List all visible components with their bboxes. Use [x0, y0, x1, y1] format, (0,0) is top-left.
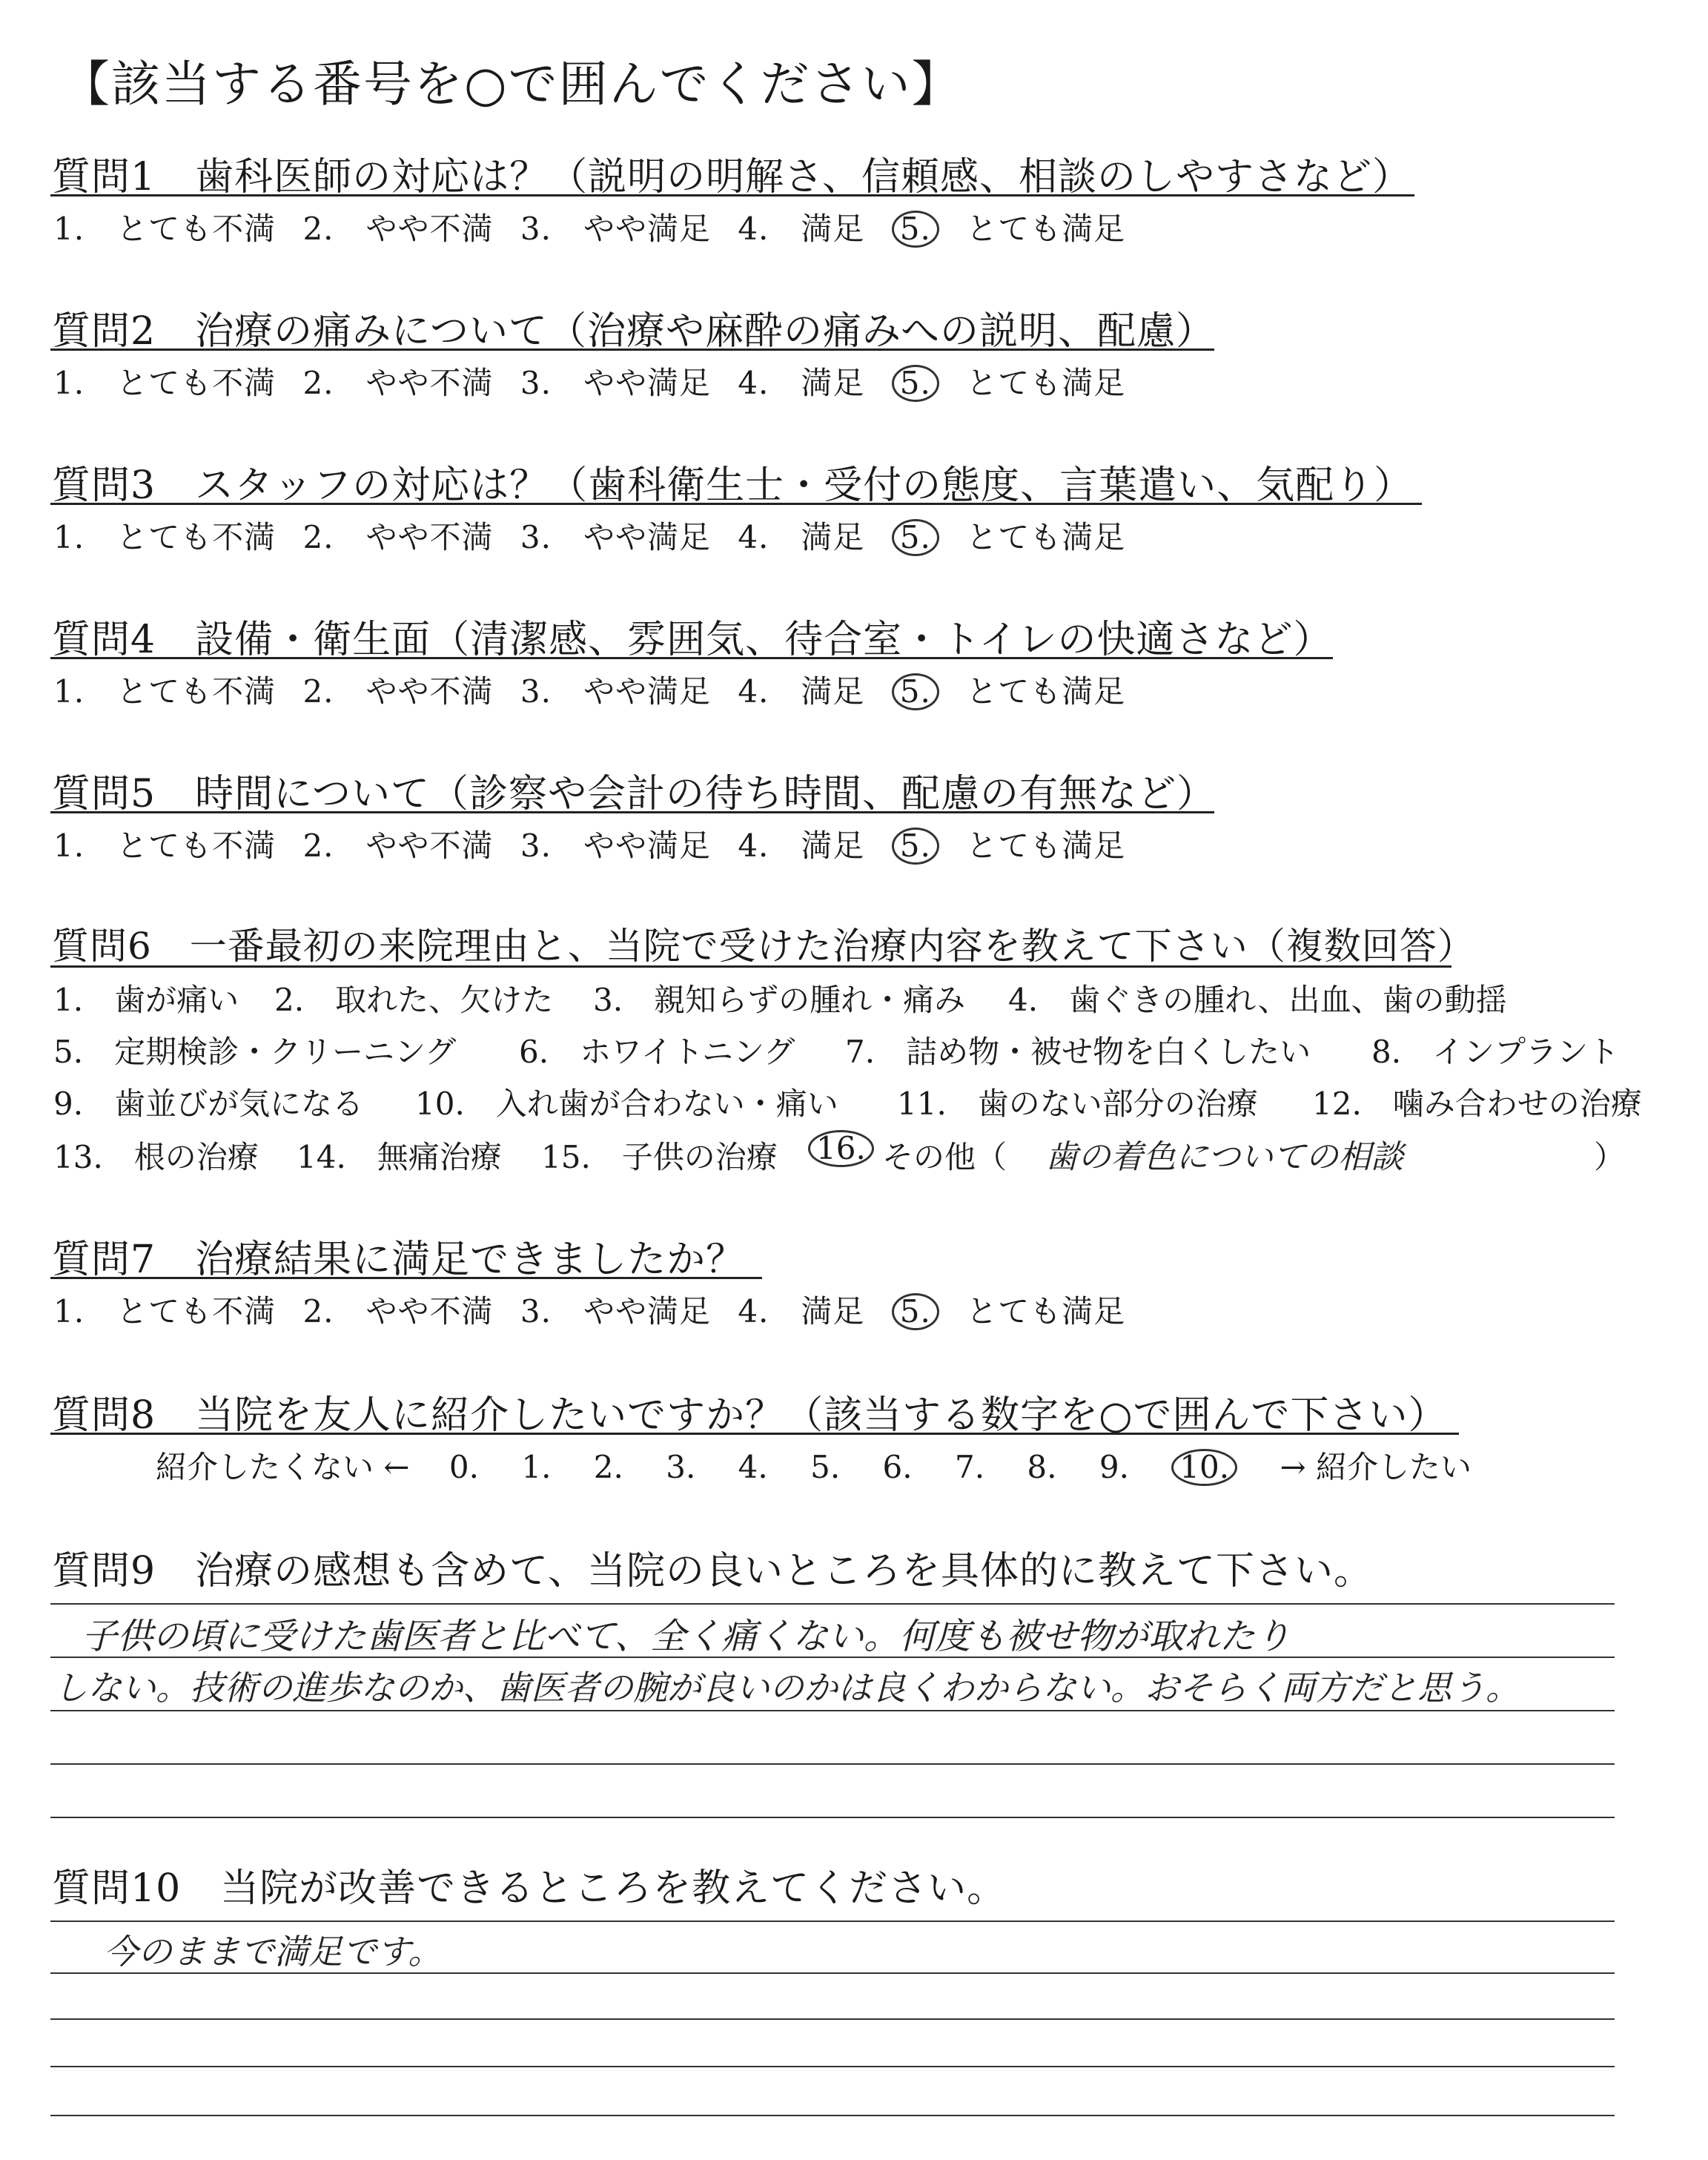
- q6-option-6[interactable]: 6. ホワイトニング: [519, 1034, 795, 1070]
- q6-option-15[interactable]: 15. 子供の治療: [541, 1139, 778, 1175]
- q8-left-label: 紹介したくない ←: [156, 1449, 410, 1485]
- q1-option-5-label: とても満足: [966, 211, 1126, 247]
- q8-option-7[interactable]: 7.: [954, 1449, 985, 1485]
- q2-underline: [50, 349, 1214, 351]
- q8-option-6[interactable]: 6.: [882, 1449, 913, 1485]
- q6-option-16-selected[interactable]: [808, 1130, 874, 1167]
- q7-option-4[interactable]: 4. 満足: [738, 1293, 865, 1330]
- q9-writing-line-4: [50, 1763, 1615, 1765]
- q9-answer-line-1[interactable]: 子供の頃に受けた歯医者と比べて、全く痛くない。何度も被せ物が取れたり: [82, 1616, 1291, 1657]
- q6-option-10[interactable]: 10. 入れ歯が合わない・痛い: [415, 1086, 838, 1122]
- q5-option-5-label: とても満足: [966, 828, 1126, 864]
- q5-title: 質問5 時間について（診察や会計の待ち時間、配慮の有無など）: [52, 772, 1217, 816]
- page-heading: 【該当する番号を○で囲んでください】: [61, 56, 962, 113]
- q6-option-7[interactable]: 7. 詰め物・被せ物を白くしたい: [845, 1034, 1311, 1070]
- q4-option-2[interactable]: 2. やや不満: [302, 673, 494, 710]
- q6-underline: [50, 965, 1452, 968]
- q2-option-2[interactable]: 2. やや不満: [302, 365, 494, 401]
- q1-option-1[interactable]: 1. とても不満: [53, 211, 277, 247]
- q6-option-11[interactable]: 11. 歯のない部分の治療: [897, 1086, 1258, 1122]
- q6-option-1[interactable]: 1. 歯が痛い: [53, 982, 239, 1018]
- q3-option-5-label: とても満足: [966, 519, 1126, 555]
- q8-option-8[interactable]: 8.: [1027, 1449, 1057, 1485]
- q2-option-4[interactable]: 4. 満足: [738, 365, 865, 401]
- q1-option-2[interactable]: 2. やや不満: [302, 211, 494, 247]
- q6-option-8[interactable]: 8. インプラント: [1371, 1034, 1620, 1070]
- q8-underline: [50, 1433, 1459, 1435]
- q3-option-4[interactable]: 4. 満足: [738, 519, 865, 555]
- q5-options: [53, 822, 1142, 866]
- q5-option-3[interactable]: 3. やや満足: [520, 828, 711, 864]
- q1-option-4[interactable]: 4. 満足: [738, 211, 865, 247]
- q10-title: 質問10 当院が改善できるところを教えてください。: [52, 1866, 1007, 1911]
- q10-answer-line-1[interactable]: 今のままで満足です。: [104, 1932, 443, 1972]
- q9-writing-line-3: [50, 1710, 1615, 1711]
- q2-option-1[interactable]: 1. とても不満: [53, 365, 277, 401]
- q10-writing-line-1: [50, 1920, 1615, 1922]
- q1-option-5-selected[interactable]: 5.: [892, 211, 939, 248]
- q3-title: 質問3 スタッフの対応は？（歯科衛生士・受付の態度、言葉遣い、気配り）: [52, 463, 1414, 508]
- q6-other-text[interactable]: 歯の着色についての相談: [1045, 1138, 1404, 1176]
- q8-option-3[interactable]: 3.: [666, 1449, 696, 1485]
- q1-underline: [50, 194, 1414, 196]
- q2-option-5-selected[interactable]: 5.: [892, 365, 939, 402]
- q2-option-5-label: とても満足: [966, 365, 1126, 401]
- q7-title: 質問7 治療結果に満足できましたか？: [52, 1238, 746, 1282]
- q6-option-16-circle: 16.: [808, 1130, 874, 1167]
- q6-option-9[interactable]: 9. 歯並びが気になる: [53, 1086, 364, 1122]
- q3-option-3[interactable]: 3. やや満足: [520, 519, 711, 555]
- q6-title: 質問6 一番最初の来院理由と、当院で受けた治療内容を教えて下さい（複数回答）: [52, 925, 1475, 968]
- q1-options: [53, 205, 1142, 249]
- q7-option-5-label: とても満足: [966, 1293, 1126, 1330]
- q4-option-3[interactable]: 3. やや満足: [520, 673, 711, 710]
- q6-option-5[interactable]: 5. 定期検診・クリーニング: [53, 1034, 457, 1070]
- q3-option-5-selected[interactable]: 5.: [892, 519, 939, 556]
- q4-options: [53, 667, 1142, 712]
- q10-writing-line-2: [50, 1972, 1615, 1974]
- q7-underline: [50, 1277, 762, 1279]
- q2-title: 質問2 治療の痛みについて（治療や麻酔の痛みへの説明、配慮）: [52, 309, 1216, 354]
- q3-options: [53, 513, 1142, 558]
- q6-other-label: その他（: [882, 1139, 1007, 1175]
- q2-option-3[interactable]: 3. やや満足: [520, 365, 711, 401]
- q8-option-0[interactable]: 0.: [448, 1449, 479, 1485]
- q9-writing-line-1: [50, 1603, 1615, 1605]
- q4-option-5-selected[interactable]: 5.: [892, 673, 939, 710]
- q9-writing-line-5: [50, 1817, 1615, 1818]
- q5-underline: [50, 811, 1214, 813]
- q8-title: 質問8 当院を友人に紹介したいですか？（該当する数字を○で囲んで下さい）: [52, 1393, 1448, 1438]
- q1-title: 質問1 歯科医師の対応は？（説明の明解さ、信頼感、相談のしやすさなど）: [52, 155, 1412, 199]
- q10-writing-line-4: [50, 2066, 1615, 2067]
- q9-answer-line-2[interactable]: しない。技術の進歩なのか、歯医者の腕が良いのかは良くわからない。おそらく両方だと思う。: [53, 1668, 1520, 1708]
- q8-option-9[interactable]: 9.: [1099, 1449, 1129, 1485]
- q4-option-5-label: とても満足: [966, 673, 1126, 710]
- q5-option-4[interactable]: 4. 満足: [738, 828, 865, 864]
- q6-option-2[interactable]: 2. 取れた、欠けた: [274, 982, 554, 1018]
- q8-option-1[interactable]: 1.: [521, 1449, 552, 1485]
- q4-title: 質問4 設備・衛生面（清潔感、雰囲気、待合室・トイレの快適さなど）: [52, 618, 1333, 662]
- q5-option-1[interactable]: 1. とても不満: [53, 828, 277, 864]
- q10-writing-line-5: [50, 2115, 1615, 2116]
- q8-right-label: → 紹介したい: [1280, 1449, 1472, 1485]
- q8-option-4[interactable]: 4.: [738, 1449, 768, 1485]
- q3-option-2[interactable]: 2. やや不満: [302, 519, 494, 555]
- q4-underline: [50, 657, 1333, 659]
- q6-option-14[interactable]: 14. 無痛治療: [297, 1139, 502, 1175]
- q3-underline: [50, 503, 1422, 505]
- q8-scale: [156, 1443, 1472, 1487]
- q6-option-12[interactable]: 12. 噛み合わせの治療: [1312, 1086, 1642, 1122]
- q7-option-3[interactable]: 3. やや満足: [520, 1293, 711, 1330]
- q3-option-1[interactable]: 1. とても不満: [53, 519, 277, 555]
- q9-writing-line-2: [50, 1657, 1615, 1658]
- q7-option-5-selected[interactable]: 5.: [892, 1293, 939, 1330]
- q6-other-close: ）: [1594, 1139, 1626, 1175]
- q7-option-2[interactable]: 2. やや不満: [302, 1293, 494, 1330]
- q8-option-10-selected[interactable]: 10.: [1171, 1449, 1237, 1486]
- q10-writing-line-3: [50, 2018, 1615, 2020]
- q8-option-2[interactable]: 2.: [593, 1449, 623, 1485]
- q5-option-2[interactable]: 2. やや不満: [302, 828, 494, 864]
- q4-option-1[interactable]: 1. とても不満: [53, 673, 277, 710]
- q2-options: [53, 359, 1142, 403]
- q7-options: [53, 1287, 1142, 1332]
- q6-option-3[interactable]: 3. 親知らずの腫れ・痛み: [593, 982, 966, 1018]
- q6-option-4[interactable]: 4. 歯ぐきの腫れ、出血、歯の動揺: [1008, 982, 1507, 1018]
- q4-option-4[interactable]: 4. 満足: [738, 673, 865, 710]
- q8-option-5[interactable]: 5.: [810, 1449, 841, 1485]
- q7-option-1[interactable]: 1. とても不満: [53, 1293, 277, 1330]
- q6-option-13[interactable]: 13. 根の治療: [53, 1139, 259, 1175]
- q5-option-5-selected[interactable]: 5.: [892, 828, 939, 865]
- q9-title: 質問9 治療の感想も含めて、当院の良いところを具体的に教えて下さい。: [52, 1549, 1374, 1593]
- q1-option-3[interactable]: 3. やや満足: [520, 211, 711, 247]
